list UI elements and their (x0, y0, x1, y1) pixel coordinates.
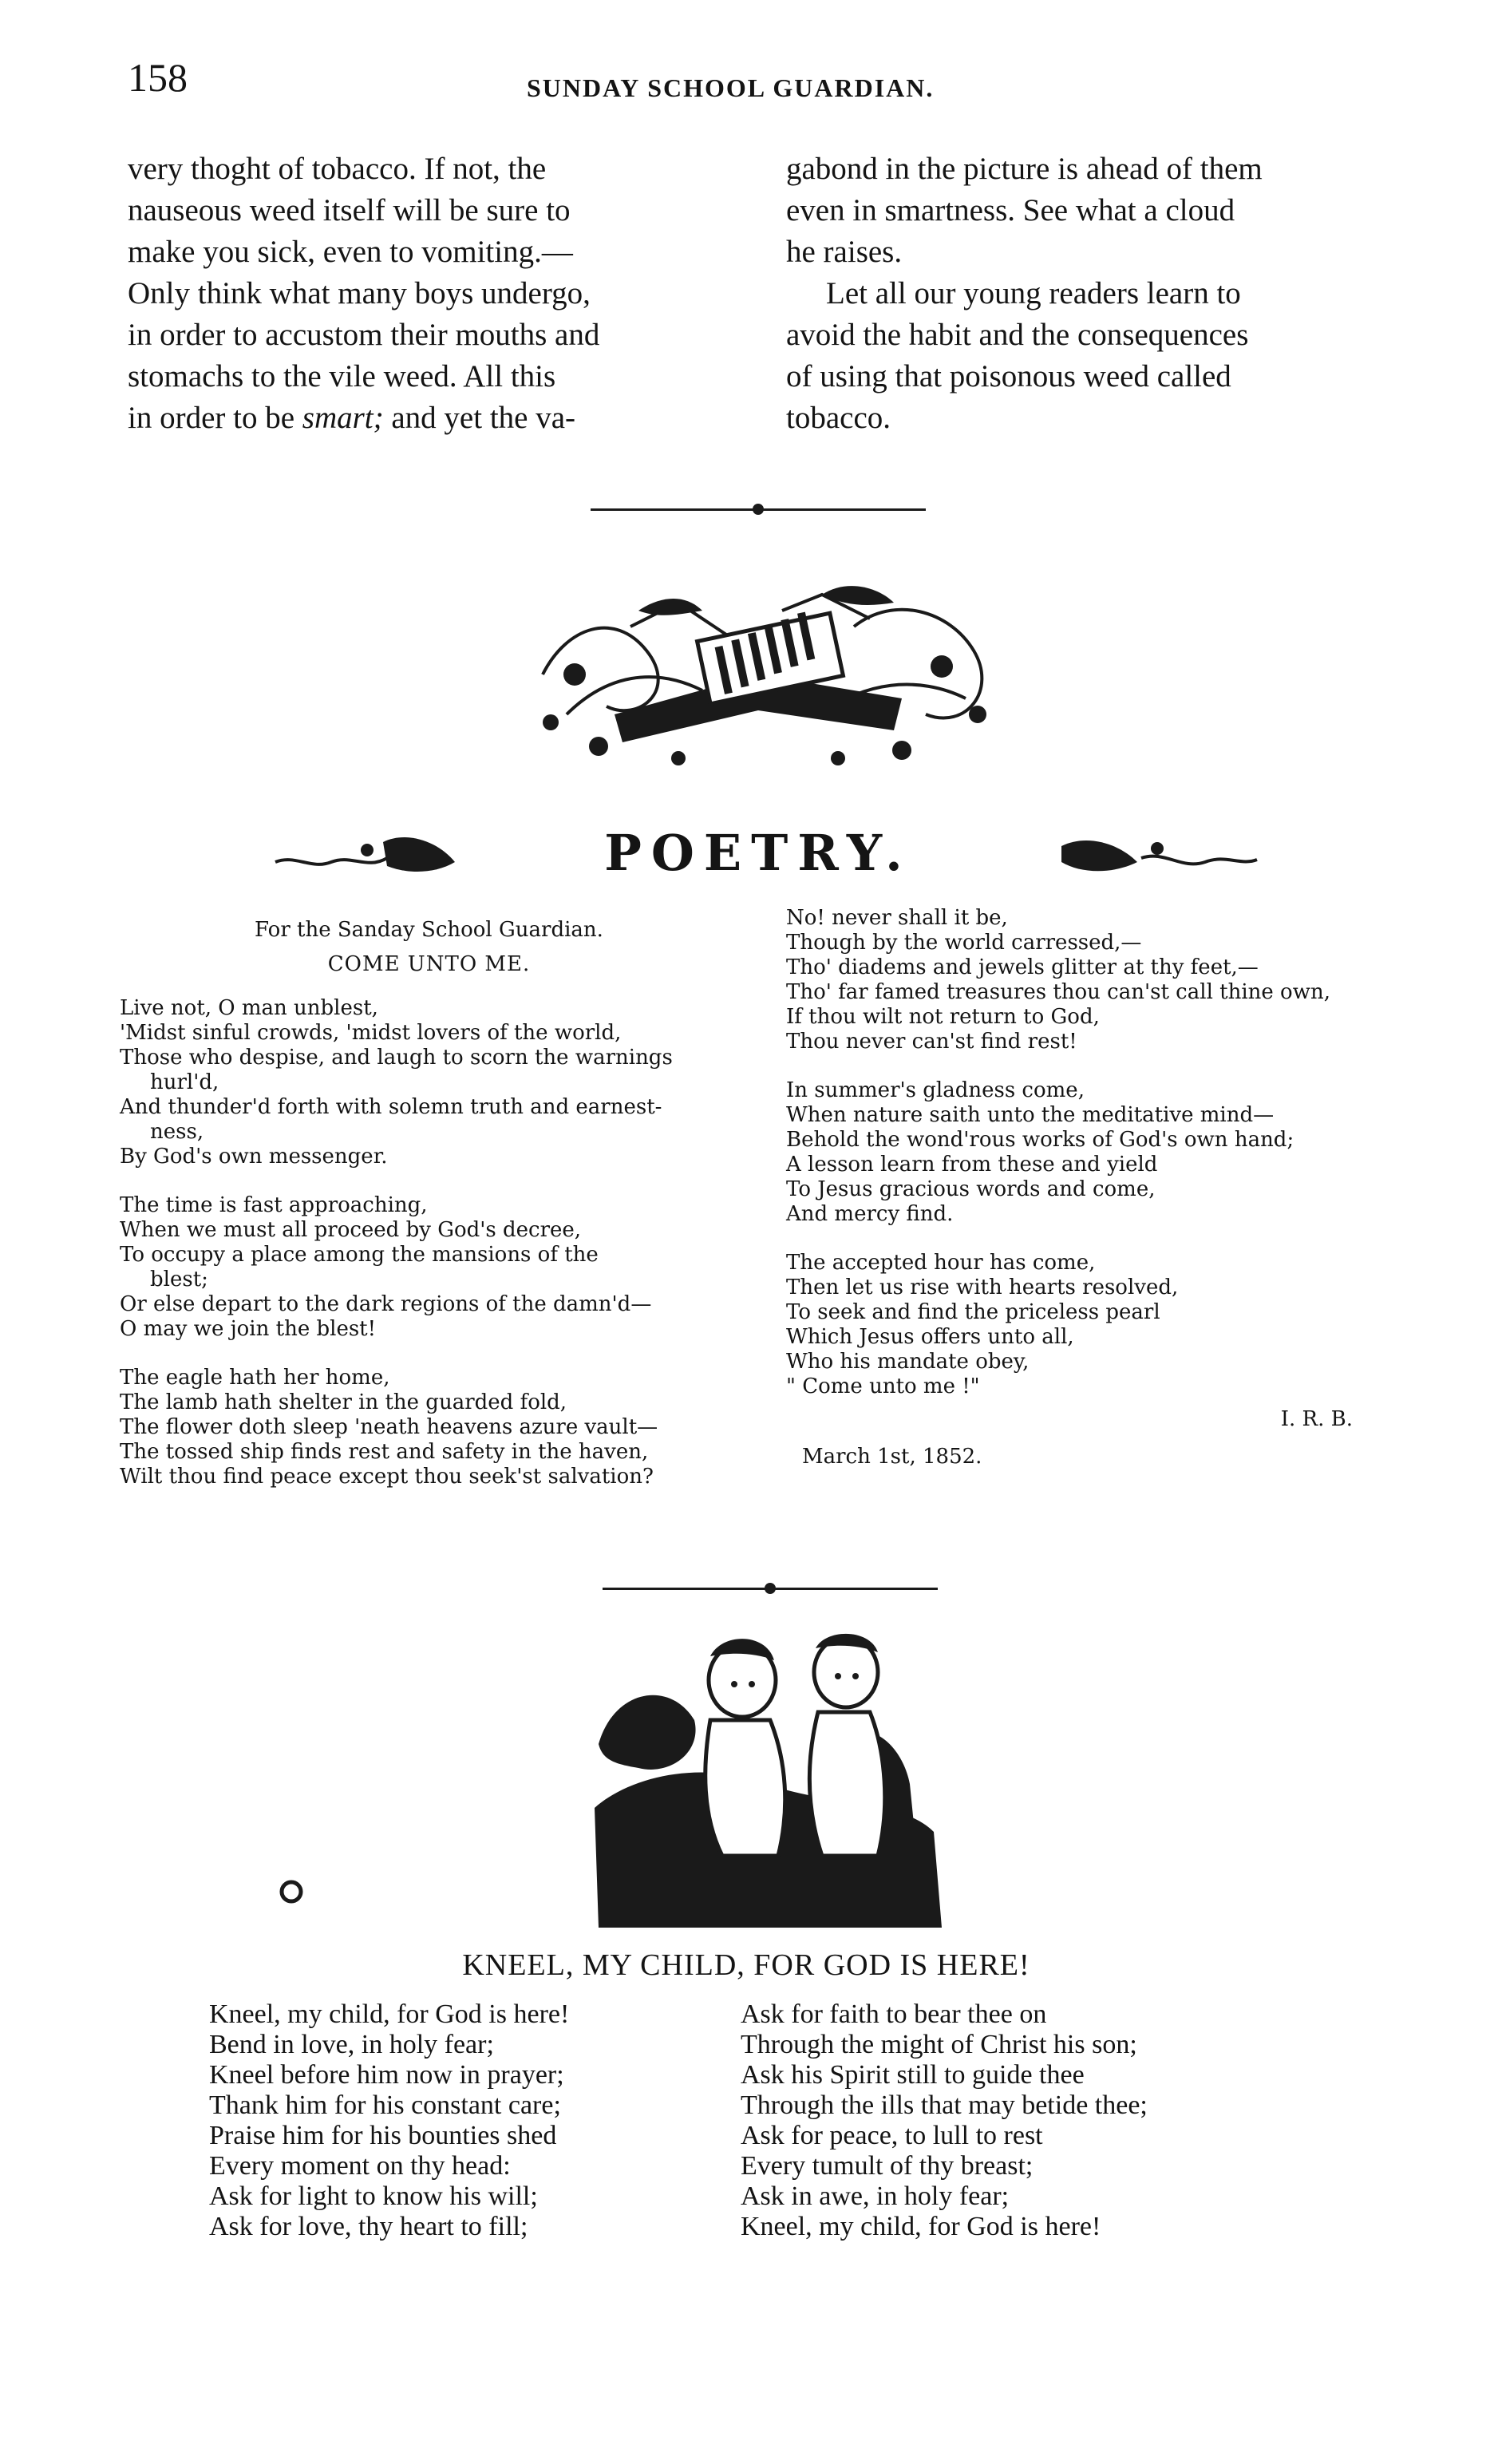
article-line: avoid the habit and the consequences (786, 318, 1249, 352)
verse-line: By God's own messenger. (120, 1145, 388, 1169)
verse-line: Ask for faith to bear thee on (741, 1999, 1047, 2029)
verse-line: And thunder'd forth with solemn truth and earnest- (120, 1095, 662, 1119)
verse-line: Wilt thou find peace except thou seek'st salvation? (120, 1465, 654, 1489)
poem-title: KNEEL, MY CHILD, FOR GOD IS HERE! (462, 1948, 1030, 1982)
verse-line: Ask his Spirit still to guide thee (741, 2060, 1085, 2090)
verse-line: Though by the world carressed,— (786, 931, 1142, 955)
verse-line: The flower doth sleep 'neath heavens azure vault— (120, 1415, 658, 1439)
poem-stanza (120, 1193, 738, 1342)
verse-line: Through the might of Christ his son; (741, 2030, 1137, 2059)
verse-line: The time is fast approaching, (120, 1193, 428, 1217)
divider-knot (753, 504, 764, 515)
verse-line: Thou never can'st find rest! (786, 1030, 1077, 1054)
verse-line: A lesson learn from these and yield (786, 1153, 1158, 1177)
article-line: Only think what many boys undergo, (128, 276, 591, 310)
verse-line: Ask for peace, to lull to rest (741, 2121, 1043, 2150)
verse-line: The lamb hath shelter in the guarded fold, (120, 1390, 567, 1414)
verse-line: And mercy find. (786, 1202, 954, 1226)
flourish-right-icon (1053, 826, 1261, 882)
verse-line: Then let us rise with hearts resolved, (786, 1276, 1179, 1299)
flourish-left-icon (271, 826, 463, 882)
poem-come-unto-me-column-2 (786, 906, 1417, 1469)
verse-line: Ask for love, thy heart to fill; (209, 2212, 528, 2241)
poem-stanza (786, 1251, 1417, 1399)
poem-signature: I. R. B. (1280, 1407, 1353, 1431)
verse-line: Praise him for his bounties shed (209, 2121, 557, 2150)
verse-line: In summer's gladness come, (786, 1078, 1085, 1102)
verse-line: The accepted hour has come, (786, 1251, 1096, 1275)
verse-line: The eagle hath her home, (120, 1366, 390, 1390)
verse-line: blest; (150, 1268, 208, 1291)
verse-line: Every tumult of thy breast; (741, 2151, 1034, 2181)
poem-come-unto-me-column-1 (120, 918, 738, 1513)
verse-line: ness, (150, 1120, 204, 1144)
article-line: in order to accustom their mouths and (128, 318, 600, 352)
verse-line: Thank him for his constant care; (209, 2090, 561, 2120)
poem-kneel-column-2 (741, 1999, 1299, 2242)
verse-line: hurl'd, (150, 1070, 219, 1094)
article-italic: smart; (302, 401, 384, 435)
running-head: SUNDAY SCHOOL GUARDIAN. (527, 73, 935, 102)
poetry-heading: POETRY. (604, 824, 912, 882)
verse-line: Kneel, my child, for God is here! (209, 1999, 570, 2029)
verse-line: Bend in love, in holy fear; (209, 2030, 494, 2059)
article-line: he raises. (786, 235, 903, 269)
verse-line: Kneel before him now in prayer; (209, 2060, 564, 2090)
divider-knot (765, 1583, 776, 1594)
verse-line: 'Midst sinful crowds, 'midst lovers of the world, (120, 1021, 622, 1045)
poem-title: COME UNTO ME. (327, 952, 531, 976)
verse-line: If thou wilt not return to God, (786, 1005, 1100, 1029)
verse-line: Through the ills that may betide thee; (741, 2090, 1148, 2120)
article-line-last (128, 397, 742, 439)
article-text: and yet the va- (383, 401, 576, 435)
section-divider (603, 1580, 938, 1596)
poem-kneel-column-1 (209, 1999, 736, 2242)
article-line: stomachs to the vile weed. All this (128, 359, 556, 394)
verse-line: Tho' diadems and jewels glitter at thy feet,— (786, 955, 1259, 979)
verse-line: To occupy a place among the mansions of the (120, 1243, 599, 1267)
page-number: 158 (128, 55, 188, 100)
verse-line: Who his mandate obey, (786, 1350, 1030, 1374)
verse-line: Tho' far famed treasures thou can'st call thine own, (786, 980, 1330, 1004)
verse-line: Kneel, my child, for God is here! (741, 2212, 1101, 2241)
article-line: very thoght of tobacco. If not, the (128, 152, 547, 186)
article-column-1 (128, 148, 742, 439)
article-line: even in smartness. See what a cloud (786, 193, 1235, 227)
article-line: nauseous weed itself will be sure to (128, 193, 571, 227)
poem-date: March 1st, 1852. (802, 1445, 982, 1469)
verse-line: Ask for light to know his will; (209, 2181, 538, 2211)
article-line: tobacco. (786, 401, 891, 435)
verse-line: Or else depart to the dark regions of the damn'd— (120, 1292, 652, 1316)
verse-line: Ask in awe, in holy fear; (741, 2181, 1010, 2211)
section-divider (591, 501, 926, 517)
verse-line: To Jesus gracious words and come, (786, 1177, 1156, 1201)
verse-line: Behold the wond'rous works of God's own hand; (786, 1128, 1294, 1152)
verse-line: The tossed ship finds rest and safety in the haven, (120, 1440, 649, 1464)
verse-line: No! never shall it be, (786, 906, 1008, 930)
poem-credit: For the Sanday School Guardian. (255, 918, 603, 942)
verse-line: Live not, O man unblest, (120, 996, 378, 1020)
article-line: Let all our young readers learn to (826, 276, 1241, 310)
ornament-engraving-icon (519, 579, 1006, 778)
poem-stanza (786, 1078, 1417, 1227)
kneeling-children-woodcut-icon (583, 1624, 950, 1944)
verse-line: Every moment on thy head: (209, 2151, 511, 2181)
article-line: gabond in the picture is ahead of them (786, 152, 1263, 186)
verse-line: Which Jesus offers unto all, (786, 1325, 1074, 1349)
verse-line: When nature saith unto the meditative mind— (786, 1103, 1275, 1127)
poem-stanza (786, 906, 1417, 1054)
stray-mark-icon (275, 1876, 307, 1908)
verse-line: " Come unto me !" (786, 1374, 980, 1398)
verse-line: O may we join the blest! (120, 1317, 377, 1341)
article-column-2 (786, 148, 1409, 439)
poem-stanza (120, 1366, 738, 1489)
article-line: make you sick, even to vomiting.— (128, 235, 573, 269)
article-text: in order to be (128, 401, 302, 435)
poem-stanza (120, 996, 738, 1169)
verse-line: When we must all proceed by God's decree, (120, 1218, 582, 1242)
verse-line: Those who despise, and laugh to scorn the warnings (120, 1046, 673, 1070)
article-line: of using that poisonous weed called (786, 359, 1231, 394)
verse-line: To seek and find the priceless pearl (786, 1300, 1160, 1324)
